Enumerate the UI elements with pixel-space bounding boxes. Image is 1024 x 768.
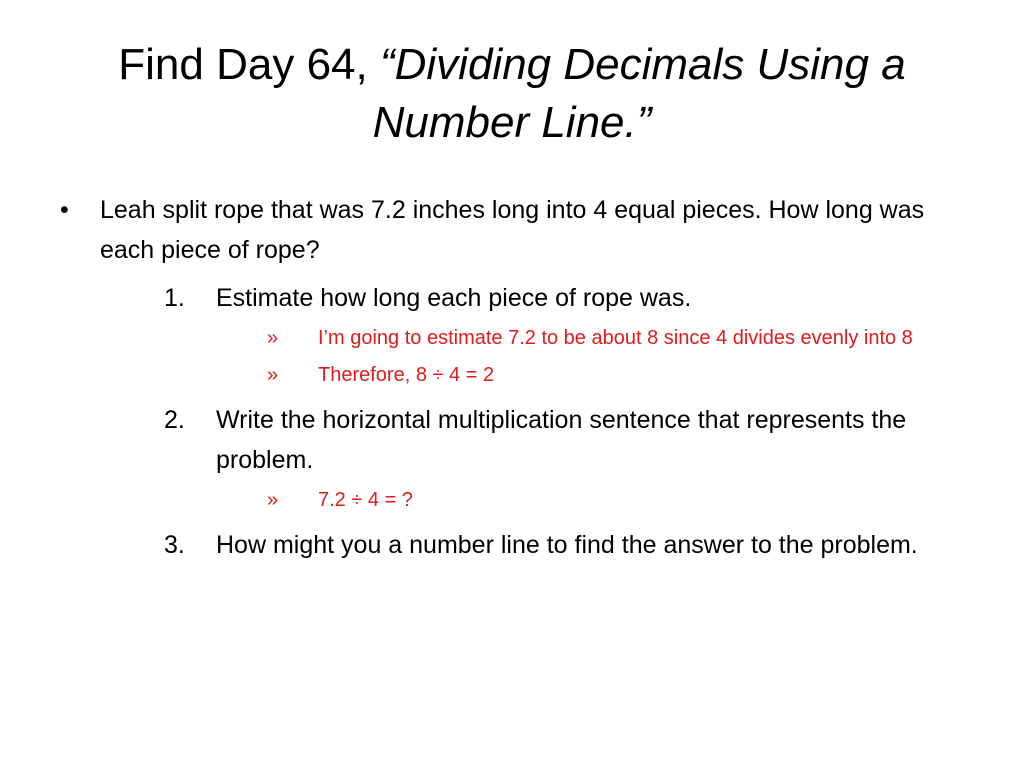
subitem-marker: » (267, 489, 279, 511)
step-2-subitem-1 (60, 484, 980, 517)
step-2-number: 2. (164, 406, 185, 434)
subitem-text: I’m going to estimate 7.2 to be about 8 since 4 divides evenly into 8 (318, 327, 913, 349)
step-2 (60, 400, 980, 480)
bullet-text: Leah split rope that was 7.2 inches long into 4 equal pieces. How long was each piece of rope? (100, 196, 925, 264)
bullet-item (60, 190, 980, 270)
slide-title-plain: Find Day 64, (118, 40, 380, 89)
step-1-number: 1. (164, 284, 185, 312)
step-3-number: 3. (164, 531, 185, 559)
subitem-text: 7.2 ÷ 4 = ? (318, 489, 413, 511)
slide-title (40, 36, 984, 152)
step-2-text: Write the horizontal multiplication sentence that represents the problem. (216, 406, 907, 474)
step-3 (60, 525, 980, 565)
subitem-marker: » (267, 327, 279, 349)
step-1-text: Estimate how long each piece of rope was. (216, 284, 692, 312)
subitem-text: Therefore, 8 ÷ 4 = 2 (318, 364, 495, 386)
step-3-text: How might you a number line to find the answer to the problem. (216, 531, 918, 559)
bullet-marker: • (60, 196, 69, 224)
subitem-marker: » (267, 364, 279, 386)
slide-title-italic: “Dividing Decimals Using a Number Line.” (372, 40, 906, 147)
step-1-subitem-2 (60, 359, 980, 392)
slide-body (60, 190, 980, 565)
step-1 (60, 278, 980, 318)
step-1-subitem-1 (60, 322, 980, 355)
